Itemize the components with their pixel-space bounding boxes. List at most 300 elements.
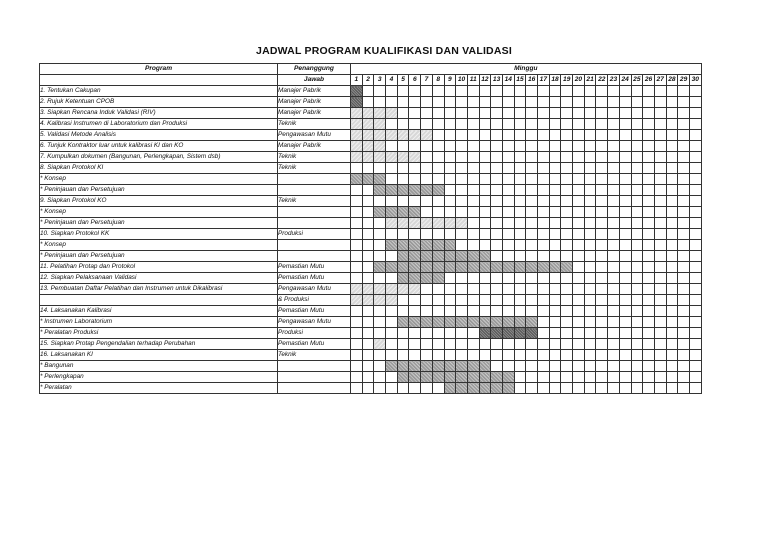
gantt-bar-cell [444, 218, 456, 229]
week-cell [643, 251, 655, 262]
gantt-bar-cell [397, 317, 409, 328]
week-cell [654, 361, 666, 372]
header-row-top [40, 64, 702, 75]
gantt-bar-cell [409, 273, 421, 284]
week-cell [608, 295, 620, 306]
pj-cell: Pemastian Mutu [278, 306, 351, 317]
week-header: 27 [654, 75, 666, 86]
gantt-bar-cell [467, 262, 479, 273]
week-cell [596, 273, 608, 284]
week-cell [631, 339, 643, 350]
gantt-bar-cell [409, 262, 421, 273]
pj-cell: Pemastian Mutu [278, 339, 351, 350]
gantt-bar-cell [374, 262, 386, 273]
week-cell [467, 350, 479, 361]
week-cell [456, 108, 468, 119]
week-cell [491, 339, 503, 350]
week-cell [526, 185, 538, 196]
week-cell [526, 273, 538, 284]
week-cell [654, 196, 666, 207]
gantt-bar-cell [409, 284, 421, 295]
week-cell [386, 383, 398, 394]
gantt-bar-cell [362, 108, 374, 119]
week-cell [456, 207, 468, 218]
week-cell [491, 141, 503, 152]
gantt-bar-cell [409, 361, 421, 372]
week-header: 24 [619, 75, 631, 86]
week-cell [538, 361, 550, 372]
gantt-bar-cell [456, 262, 468, 273]
header-program-spacer [40, 75, 278, 86]
week-cell [351, 361, 363, 372]
week-cell [561, 86, 573, 97]
gantt-bar-cell [421, 317, 433, 328]
gantt-bar-cell [397, 152, 409, 163]
week-cell [491, 152, 503, 163]
week-cell [514, 152, 526, 163]
week-cell [526, 284, 538, 295]
week-cell [362, 350, 374, 361]
week-cell [573, 174, 585, 185]
table-row [40, 317, 702, 328]
gantt-bar-cell [421, 218, 433, 229]
week-cell [456, 284, 468, 295]
week-header: 1 [351, 75, 363, 86]
week-cell [678, 262, 690, 273]
week-cell [561, 284, 573, 295]
week-cell [584, 306, 596, 317]
week-cell [608, 207, 620, 218]
week-cell [643, 108, 655, 119]
week-cell [491, 207, 503, 218]
week-cell [502, 108, 514, 119]
pj-cell: Pemastian Mutu [278, 262, 351, 273]
week-cell [584, 229, 596, 240]
week-cell [444, 108, 456, 119]
week-cell [573, 361, 585, 372]
week-cell [608, 317, 620, 328]
week-cell [608, 251, 620, 262]
week-cell [538, 108, 550, 119]
week-cell [374, 229, 386, 240]
week-cell [491, 163, 503, 174]
week-cell [502, 97, 514, 108]
week-cell [538, 350, 550, 361]
week-cell [678, 383, 690, 394]
week-cell [502, 119, 514, 130]
week-cell [549, 119, 561, 130]
gantt-bar-cell [514, 262, 526, 273]
week-cell [678, 163, 690, 174]
week-cell [491, 273, 503, 284]
week-cell [654, 295, 666, 306]
week-cell [467, 306, 479, 317]
week-cell [549, 251, 561, 262]
table-row [40, 350, 702, 361]
week-cell [421, 163, 433, 174]
gantt-bar-cell [374, 295, 386, 306]
program-cell: 16. Laksanakan KI [40, 350, 278, 361]
schedule-body [40, 86, 702, 394]
week-cell [584, 262, 596, 273]
week-cell [584, 163, 596, 174]
week-header: 20 [573, 75, 585, 86]
week-cell [549, 196, 561, 207]
week-cell [467, 163, 479, 174]
week-cell [444, 350, 456, 361]
week-cell [608, 339, 620, 350]
week-cell [619, 361, 631, 372]
gantt-bar-cell [386, 108, 398, 119]
gantt-bar-cell [432, 251, 444, 262]
week-cell [678, 218, 690, 229]
gantt-bar-cell [421, 372, 433, 383]
week-cell [479, 339, 491, 350]
week-cell [374, 251, 386, 262]
week-cell [432, 383, 444, 394]
week-cell [678, 97, 690, 108]
week-cell [526, 350, 538, 361]
week-cell [666, 229, 678, 240]
gantt-bar-cell [526, 317, 538, 328]
week-cell [689, 339, 701, 350]
week-cell [514, 97, 526, 108]
week-cell [502, 350, 514, 361]
week-cell [409, 350, 421, 361]
week-cell [619, 251, 631, 262]
week-cell [397, 306, 409, 317]
week-cell [631, 295, 643, 306]
gantt-bar-cell [362, 130, 374, 141]
program-cell: 13. Pembuatan Daftar Pelatihan dan Instrumen untuk Dikalibrasi [40, 284, 278, 295]
week-cell [631, 350, 643, 361]
week-cell [619, 97, 631, 108]
week-cell [608, 185, 620, 196]
week-cell [514, 163, 526, 174]
week-cell [409, 306, 421, 317]
week-cell [444, 119, 456, 130]
week-cell [526, 108, 538, 119]
week-cell [444, 163, 456, 174]
gantt-bar-cell [502, 317, 514, 328]
week-cell [549, 86, 561, 97]
week-cell [561, 372, 573, 383]
week-cell [678, 185, 690, 196]
program-cell: * Peralatan [40, 383, 278, 394]
week-cell [631, 108, 643, 119]
gantt-bar-cell [421, 185, 433, 196]
week-cell [456, 196, 468, 207]
week-cell [573, 119, 585, 130]
week-cell [596, 383, 608, 394]
week-cell [421, 229, 433, 240]
week-cell [654, 328, 666, 339]
week-cell [444, 339, 456, 350]
pj-cell: Produksi [278, 229, 351, 240]
week-cell [432, 174, 444, 185]
week-cell [596, 361, 608, 372]
week-cell [631, 361, 643, 372]
week-cell [654, 207, 666, 218]
week-cell [573, 339, 585, 350]
week-header: 29 [678, 75, 690, 86]
week-cell [514, 207, 526, 218]
week-cell [573, 141, 585, 152]
week-cell [397, 141, 409, 152]
week-cell [421, 119, 433, 130]
week-cell [386, 97, 398, 108]
week-cell [479, 174, 491, 185]
week-cell [386, 229, 398, 240]
week-cell [397, 86, 409, 97]
gantt-bar-cell [456, 317, 468, 328]
gantt-bar-cell [421, 251, 433, 262]
week-cell [678, 328, 690, 339]
week-cell [549, 306, 561, 317]
week-cell [397, 328, 409, 339]
gantt-bar-cell [362, 295, 374, 306]
week-cell [689, 119, 701, 130]
week-cell [432, 108, 444, 119]
week-cell [467, 119, 479, 130]
week-cell [689, 317, 701, 328]
week-cell [608, 97, 620, 108]
program-cell: 7. Kumpulkan dokumen (Bangunan, Perlengkapan, Sistem dsb) [40, 152, 278, 163]
gantt-bar-cell [432, 240, 444, 251]
week-cell [666, 361, 678, 372]
week-cell [538, 130, 550, 141]
week-cell [491, 240, 503, 251]
week-cell [608, 108, 620, 119]
week-cell [573, 372, 585, 383]
week-cell [444, 86, 456, 97]
week-cell [491, 361, 503, 372]
week-cell [596, 350, 608, 361]
week-cell [421, 295, 433, 306]
gantt-bar-cell [386, 240, 398, 251]
week-cell [678, 339, 690, 350]
week-cell [689, 240, 701, 251]
week-cell [678, 196, 690, 207]
week-cell [432, 119, 444, 130]
week-cell [514, 350, 526, 361]
gantt-bar-cell [362, 141, 374, 152]
week-cell [666, 86, 678, 97]
week-cell [456, 174, 468, 185]
gantt-bar-cell [386, 295, 398, 306]
pj-cell: Teknik [278, 152, 351, 163]
week-cell [596, 119, 608, 130]
week-cell [386, 251, 398, 262]
week-cell [689, 152, 701, 163]
week-cell [689, 218, 701, 229]
week-cell [538, 339, 550, 350]
gantt-bar-cell [351, 152, 363, 163]
week-cell [491, 119, 503, 130]
table-row [40, 361, 702, 372]
week-cell [631, 218, 643, 229]
week-cell [491, 218, 503, 229]
week-cell [643, 163, 655, 174]
week-cell [432, 196, 444, 207]
gantt-bar-cell [467, 251, 479, 262]
pj-cell: Teknik [278, 163, 351, 174]
week-cell [491, 350, 503, 361]
week-cell [689, 229, 701, 240]
gantt-bar-cell [456, 251, 468, 262]
week-cell [689, 328, 701, 339]
week-cell [502, 207, 514, 218]
week-cell [643, 328, 655, 339]
week-cell [421, 328, 433, 339]
week-cell [596, 207, 608, 218]
week-cell [608, 240, 620, 251]
gantt-bar-cell [444, 240, 456, 251]
week-cell [643, 141, 655, 152]
week-cell [619, 295, 631, 306]
week-cell [631, 328, 643, 339]
week-cell [432, 141, 444, 152]
week-cell [678, 295, 690, 306]
gantt-bar-cell [409, 185, 421, 196]
program-cell: 1. Tentukan Cakupan [40, 86, 278, 97]
week-cell [479, 163, 491, 174]
week-cell [386, 141, 398, 152]
week-cell [479, 229, 491, 240]
gantt-bar-cell [409, 317, 421, 328]
week-cell [456, 163, 468, 174]
week-cell [631, 383, 643, 394]
week-cell [432, 295, 444, 306]
week-cell [351, 383, 363, 394]
week-cell [374, 328, 386, 339]
week-cell [538, 97, 550, 108]
table-row [40, 196, 702, 207]
week-cell [502, 130, 514, 141]
week-cell [561, 328, 573, 339]
gantt-bar-cell [386, 361, 398, 372]
schedule-table [39, 63, 702, 394]
week-cell [619, 273, 631, 284]
week-cell [573, 196, 585, 207]
week-cell [409, 174, 421, 185]
week-cell [689, 185, 701, 196]
week-cell [643, 273, 655, 284]
week-cell [432, 350, 444, 361]
pj-cell [278, 218, 351, 229]
gantt-bar-cell [397, 262, 409, 273]
week-cell [491, 284, 503, 295]
week-cell [619, 383, 631, 394]
pj-cell [278, 207, 351, 218]
gantt-bar-cell [397, 284, 409, 295]
week-cell [666, 108, 678, 119]
gantt-bar-cell [409, 130, 421, 141]
week-cell [479, 273, 491, 284]
week-cell [666, 97, 678, 108]
header-pj-line1: Penanggung [278, 64, 351, 75]
week-cell [421, 97, 433, 108]
week-cell [467, 196, 479, 207]
week-cell [514, 372, 526, 383]
week-header: 15 [514, 75, 526, 86]
gantt-bar-cell [351, 284, 363, 295]
program-cell: * Peninjauan dan Persetujuan [40, 185, 278, 196]
week-cell [538, 372, 550, 383]
week-cell [479, 141, 491, 152]
week-header: 18 [549, 75, 561, 86]
week-cell [619, 163, 631, 174]
table-row [40, 185, 702, 196]
week-cell [456, 350, 468, 361]
gantt-bar-cell [444, 383, 456, 394]
week-cell [608, 328, 620, 339]
program-cell: 8. Siapkan Protokol KI [40, 163, 278, 174]
gantt-bar-cell [362, 152, 374, 163]
week-cell [409, 108, 421, 119]
week-cell [351, 339, 363, 350]
week-cell [444, 97, 456, 108]
gantt-bar-cell [444, 361, 456, 372]
week-cell [491, 229, 503, 240]
gantt-bar-cell [397, 273, 409, 284]
week-cell [619, 306, 631, 317]
week-cell [619, 240, 631, 251]
week-header: 23 [608, 75, 620, 86]
week-cell [666, 273, 678, 284]
week-cell [666, 383, 678, 394]
week-cell [432, 284, 444, 295]
gantt-bar-cell [351, 97, 363, 108]
week-cell [502, 284, 514, 295]
week-cell [549, 339, 561, 350]
week-cell [351, 262, 363, 273]
week-cell [654, 284, 666, 295]
week-cell [514, 306, 526, 317]
week-cell [654, 130, 666, 141]
week-cell [549, 141, 561, 152]
week-cell [432, 152, 444, 163]
week-cell [573, 317, 585, 328]
week-cell [549, 273, 561, 284]
week-cell [502, 174, 514, 185]
program-cell: 4. Kalibrasi Instrumen di Laboratorium dan Produksi [40, 119, 278, 130]
week-cell [538, 207, 550, 218]
week-cell [514, 361, 526, 372]
week-cell [596, 185, 608, 196]
week-cell [351, 372, 363, 383]
week-cell [538, 119, 550, 130]
week-cell [584, 108, 596, 119]
week-cell [421, 383, 433, 394]
week-cell [678, 372, 690, 383]
week-cell [678, 119, 690, 130]
week-cell [584, 383, 596, 394]
program-cell: 3. Siapkan Rencana Induk Validasi (RIV) [40, 108, 278, 119]
week-cell [608, 141, 620, 152]
gantt-bar-cell [351, 86, 363, 97]
week-header: 3 [374, 75, 386, 86]
week-cell [421, 306, 433, 317]
week-cell [689, 196, 701, 207]
week-cell [678, 108, 690, 119]
week-cell [362, 97, 374, 108]
week-cell [514, 86, 526, 97]
week-cell [643, 185, 655, 196]
table-row [40, 372, 702, 383]
week-cell [666, 251, 678, 262]
week-cell [596, 141, 608, 152]
